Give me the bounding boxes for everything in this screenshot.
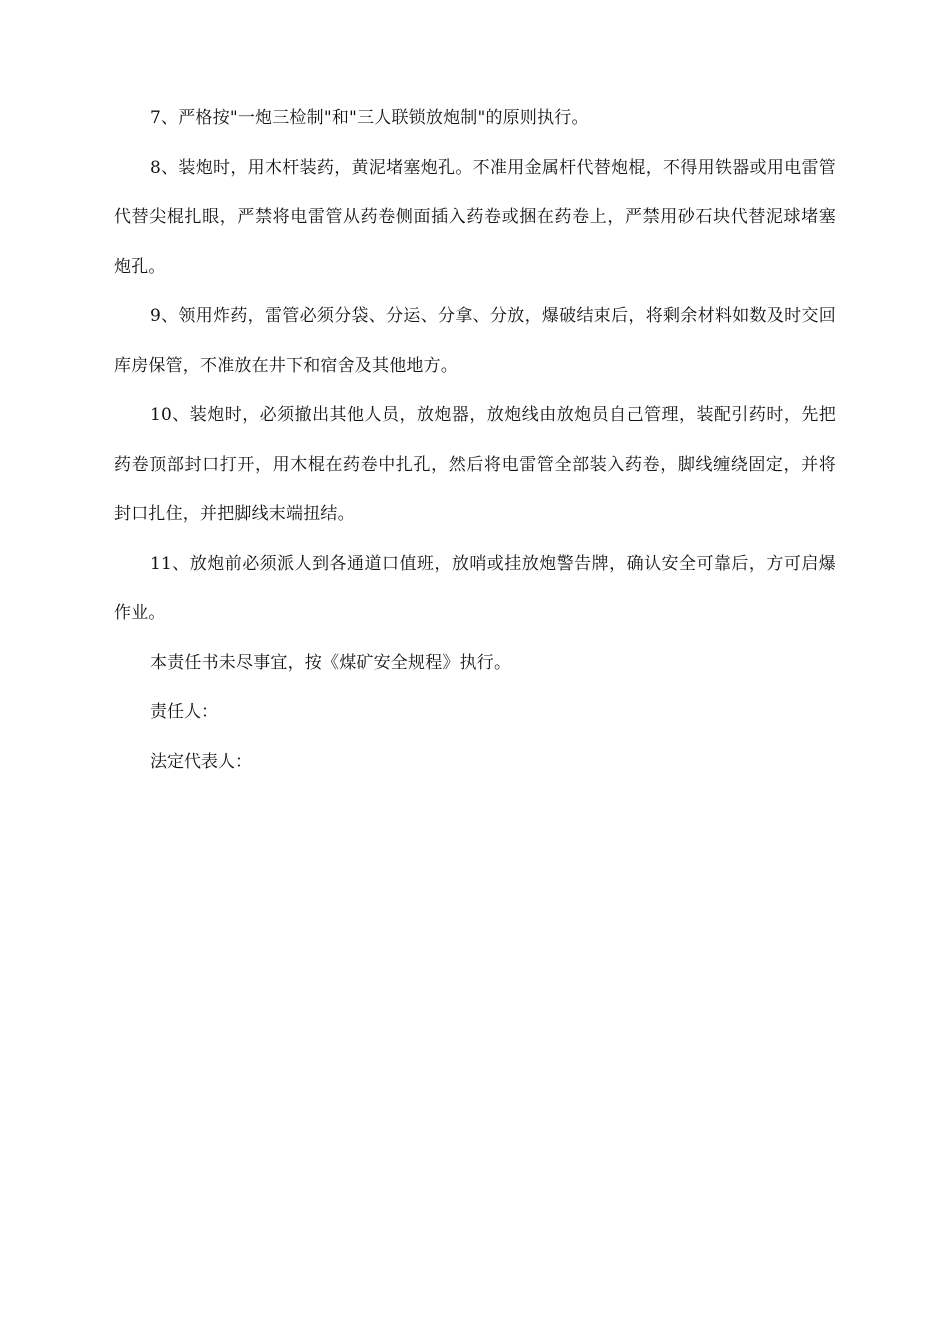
clause-11: 11、放炮前必须派人到各通道口值班，放哨或挂放炮警告牌，确认安全可靠后，方可启爆作业。 (114, 553, 836, 623)
responsible-person-signature: 责任人： (150, 702, 218, 722)
clause-10: 10、装炮时，必须撤出其他人员，放炮器，放炮线由放炮员自己管理，装配引药时，先把药卷顶部封口打开，用木棍在药卷中扎孔，然后将电雷管全部装入药卷，脚线缠绕固定，并将封口扎住，并把脚线末端扭结。 (114, 405, 836, 524)
document-body (114, 94, 836, 787)
clause-8: 8、装炮时，用木杆装药，黄泥堵塞炮孔。不准用金属杆代替炮棍，不得用铁器或用电雷管代替尖棍扎眼，严禁将电雷管从药卷侧面插入药卷或捆在药卷上，严禁用砂石块代替泥球堵塞炮孔。 (114, 157, 836, 277)
clause-9: 9、领用炸药，雷管必须分袋、分运、分拿、分放，爆破结束后，将剩余材料如数及时交回库房保管，不准放在井下和宿舍及其他地方。 (114, 306, 836, 376)
closing-statement: 本责任书未尽事宜，按《煤矿安全规程》执行。 (150, 652, 512, 673)
clause-7: 7、严格按"一炮三检制"和"三人联锁放炮制"的原则执行。 (150, 108, 589, 128)
legal-representative-signature: 法定代表人： (150, 751, 252, 772)
